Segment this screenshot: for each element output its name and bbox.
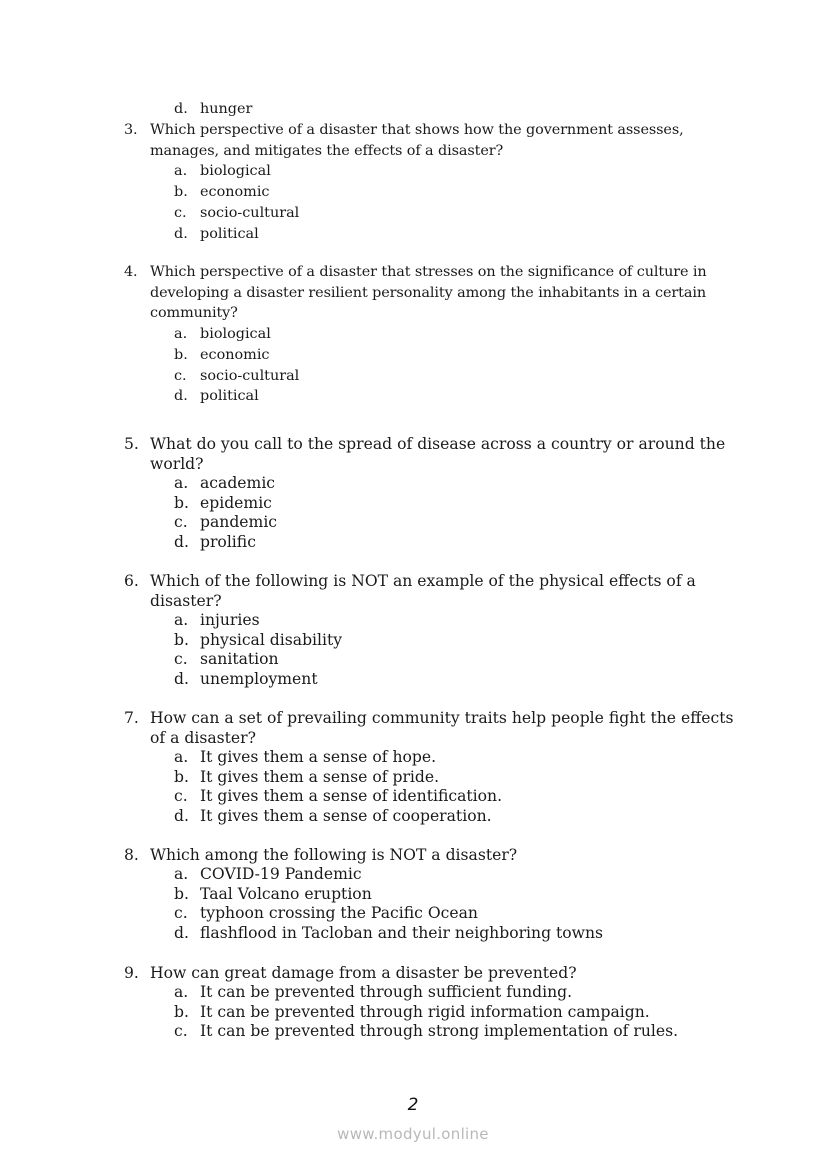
option-a (124, 611, 734, 631)
option-text: typhoon crossing the Pacific Ocean (200, 904, 478, 923)
option-text: injuries (200, 611, 260, 629)
option-text: It gives them a sense of hope. (200, 748, 437, 766)
option-d (124, 670, 734, 690)
options-list (124, 161, 734, 244)
option-c (124, 787, 734, 807)
option-b (124, 345, 734, 366)
question-text: What do you call to the spread of disease across a country or around the world? (150, 435, 726, 473)
option-b (124, 494, 734, 514)
question-3 (124, 120, 734, 244)
option-text: economic (200, 346, 270, 363)
options-list (124, 865, 734, 943)
option-b (124, 182, 734, 203)
question-number: 8. (124, 846, 139, 864)
option-letter: b. (174, 630, 189, 649)
option-letter: a. (174, 163, 188, 180)
option-c (124, 366, 734, 387)
option-text: sanitation (200, 650, 279, 669)
option-text: biological (200, 163, 271, 180)
option-a (124, 161, 734, 182)
option-letter: a. (174, 865, 189, 883)
option-text: socio-cultural (200, 204, 300, 221)
watermark: www.modyul.online (337, 1125, 489, 1143)
option-text: prolific (200, 532, 256, 551)
option-letter: a. (174, 611, 189, 629)
option-b (124, 631, 734, 651)
option-d (124, 807, 734, 827)
option-d (124, 533, 734, 553)
option-text: It gives them a sense of pride. (200, 767, 440, 786)
option-letter: d. (174, 101, 188, 117)
option-text: COVID-19 Pandemic (200, 865, 362, 883)
option-letter: b. (174, 1002, 189, 1021)
option-c (124, 203, 734, 224)
option-letter: a. (174, 748, 189, 766)
option-letter: c. (174, 513, 188, 532)
question-text: Which perspective of a disaster that shows how the government assesses, manages, and mitigates the effects of a disaster? (150, 122, 684, 159)
question-text: How can a set of prevailing community traits help people fight the effects of a disaster? (150, 709, 734, 747)
option-d (124, 924, 734, 944)
option-d (124, 99, 734, 120)
question-number: 7. (124, 709, 139, 727)
option-text: It can be prevented through sufficient funding. (200, 983, 573, 1001)
question-2-continued (124, 99, 734, 120)
options-list (124, 611, 734, 689)
page-number: 2 (407, 1095, 419, 1115)
question-4 (124, 262, 734, 407)
option-a (124, 865, 734, 885)
option-text: It can be prevented through strong implementation of rules. (200, 1022, 679, 1041)
option-letter: a. (174, 326, 188, 343)
option-b (124, 1003, 734, 1023)
option-c (124, 513, 734, 533)
question-text: How can great damage from a disaster be prevented? (150, 964, 577, 982)
options-list (124, 983, 734, 1042)
option-text: economic (200, 184, 270, 201)
option-letter: d. (174, 532, 189, 551)
question-number: 9. (124, 964, 139, 982)
option-text: It gives them a sense of identification. (200, 787, 503, 806)
option-c (124, 1022, 734, 1042)
options-list (124, 748, 734, 826)
options-list (124, 474, 734, 552)
option-letter: b. (174, 184, 188, 201)
option-text: socio-cultural (200, 367, 300, 384)
question-number: 3. (124, 122, 138, 138)
option-text: Taal Volcano eruption (200, 884, 372, 903)
option-letter: c. (174, 787, 188, 806)
option-text: flashflood in Tacloban and their neighboring towns (200, 923, 604, 942)
option-text: hunger (200, 101, 253, 117)
option-text: unemployment (200, 669, 318, 688)
question-text: Which of the following is NOT an example of the physical effects of a disaster? (150, 572, 696, 610)
option-b (124, 768, 734, 788)
option-letter: c. (174, 204, 187, 221)
question-5 (124, 434, 734, 552)
option-text: epidemic (200, 493, 272, 512)
option-letter: b. (174, 493, 189, 512)
option-letter: c. (174, 1022, 188, 1041)
option-letter: b. (174, 767, 189, 786)
option-text: political (200, 225, 259, 242)
option-letter: c. (174, 367, 187, 384)
option-a (124, 983, 734, 1003)
option-c (124, 650, 734, 670)
option-letter: c. (174, 904, 188, 923)
question-7 (124, 708, 734, 826)
options-list (124, 324, 734, 407)
question-number: 5. (124, 435, 139, 453)
option-c (124, 904, 734, 924)
option-a (124, 324, 734, 345)
option-letter: d. (174, 923, 189, 942)
question-9 (124, 963, 734, 1042)
option-letter: b. (174, 346, 188, 363)
question-text: Which among the following is NOT a disaster? (150, 846, 518, 864)
option-letter: d. (174, 806, 189, 825)
option-text: physical disability (200, 630, 343, 649)
option-letter: c. (174, 650, 188, 669)
option-a (124, 474, 734, 494)
question-number: 6. (124, 572, 139, 590)
question-number: 4. (124, 264, 138, 280)
option-d (124, 224, 734, 245)
option-text: pandemic (200, 513, 278, 532)
option-text: biological (200, 326, 271, 343)
option-letter: d. (174, 388, 188, 405)
option-text: It can be prevented through rigid information campaign. (200, 1002, 650, 1021)
question-8 (124, 845, 734, 943)
option-b (124, 885, 734, 905)
option-letter: d. (174, 225, 188, 242)
option-d (124, 386, 734, 407)
option-letter: a. (174, 983, 189, 1001)
option-text: It gives them a sense of cooperation. (200, 806, 492, 825)
option-text: political (200, 388, 259, 405)
option-text: academic (200, 474, 276, 492)
question-6 (124, 571, 734, 689)
question-text: Which perspective of a disaster that stresses on the significance of culture in developing a disaster resilient personality among the inhabitants in a certain community? (150, 264, 707, 322)
option-a (124, 748, 734, 768)
option-letter: b. (174, 884, 189, 903)
option-letter: d. (174, 669, 189, 688)
option-letter: a. (174, 474, 189, 492)
